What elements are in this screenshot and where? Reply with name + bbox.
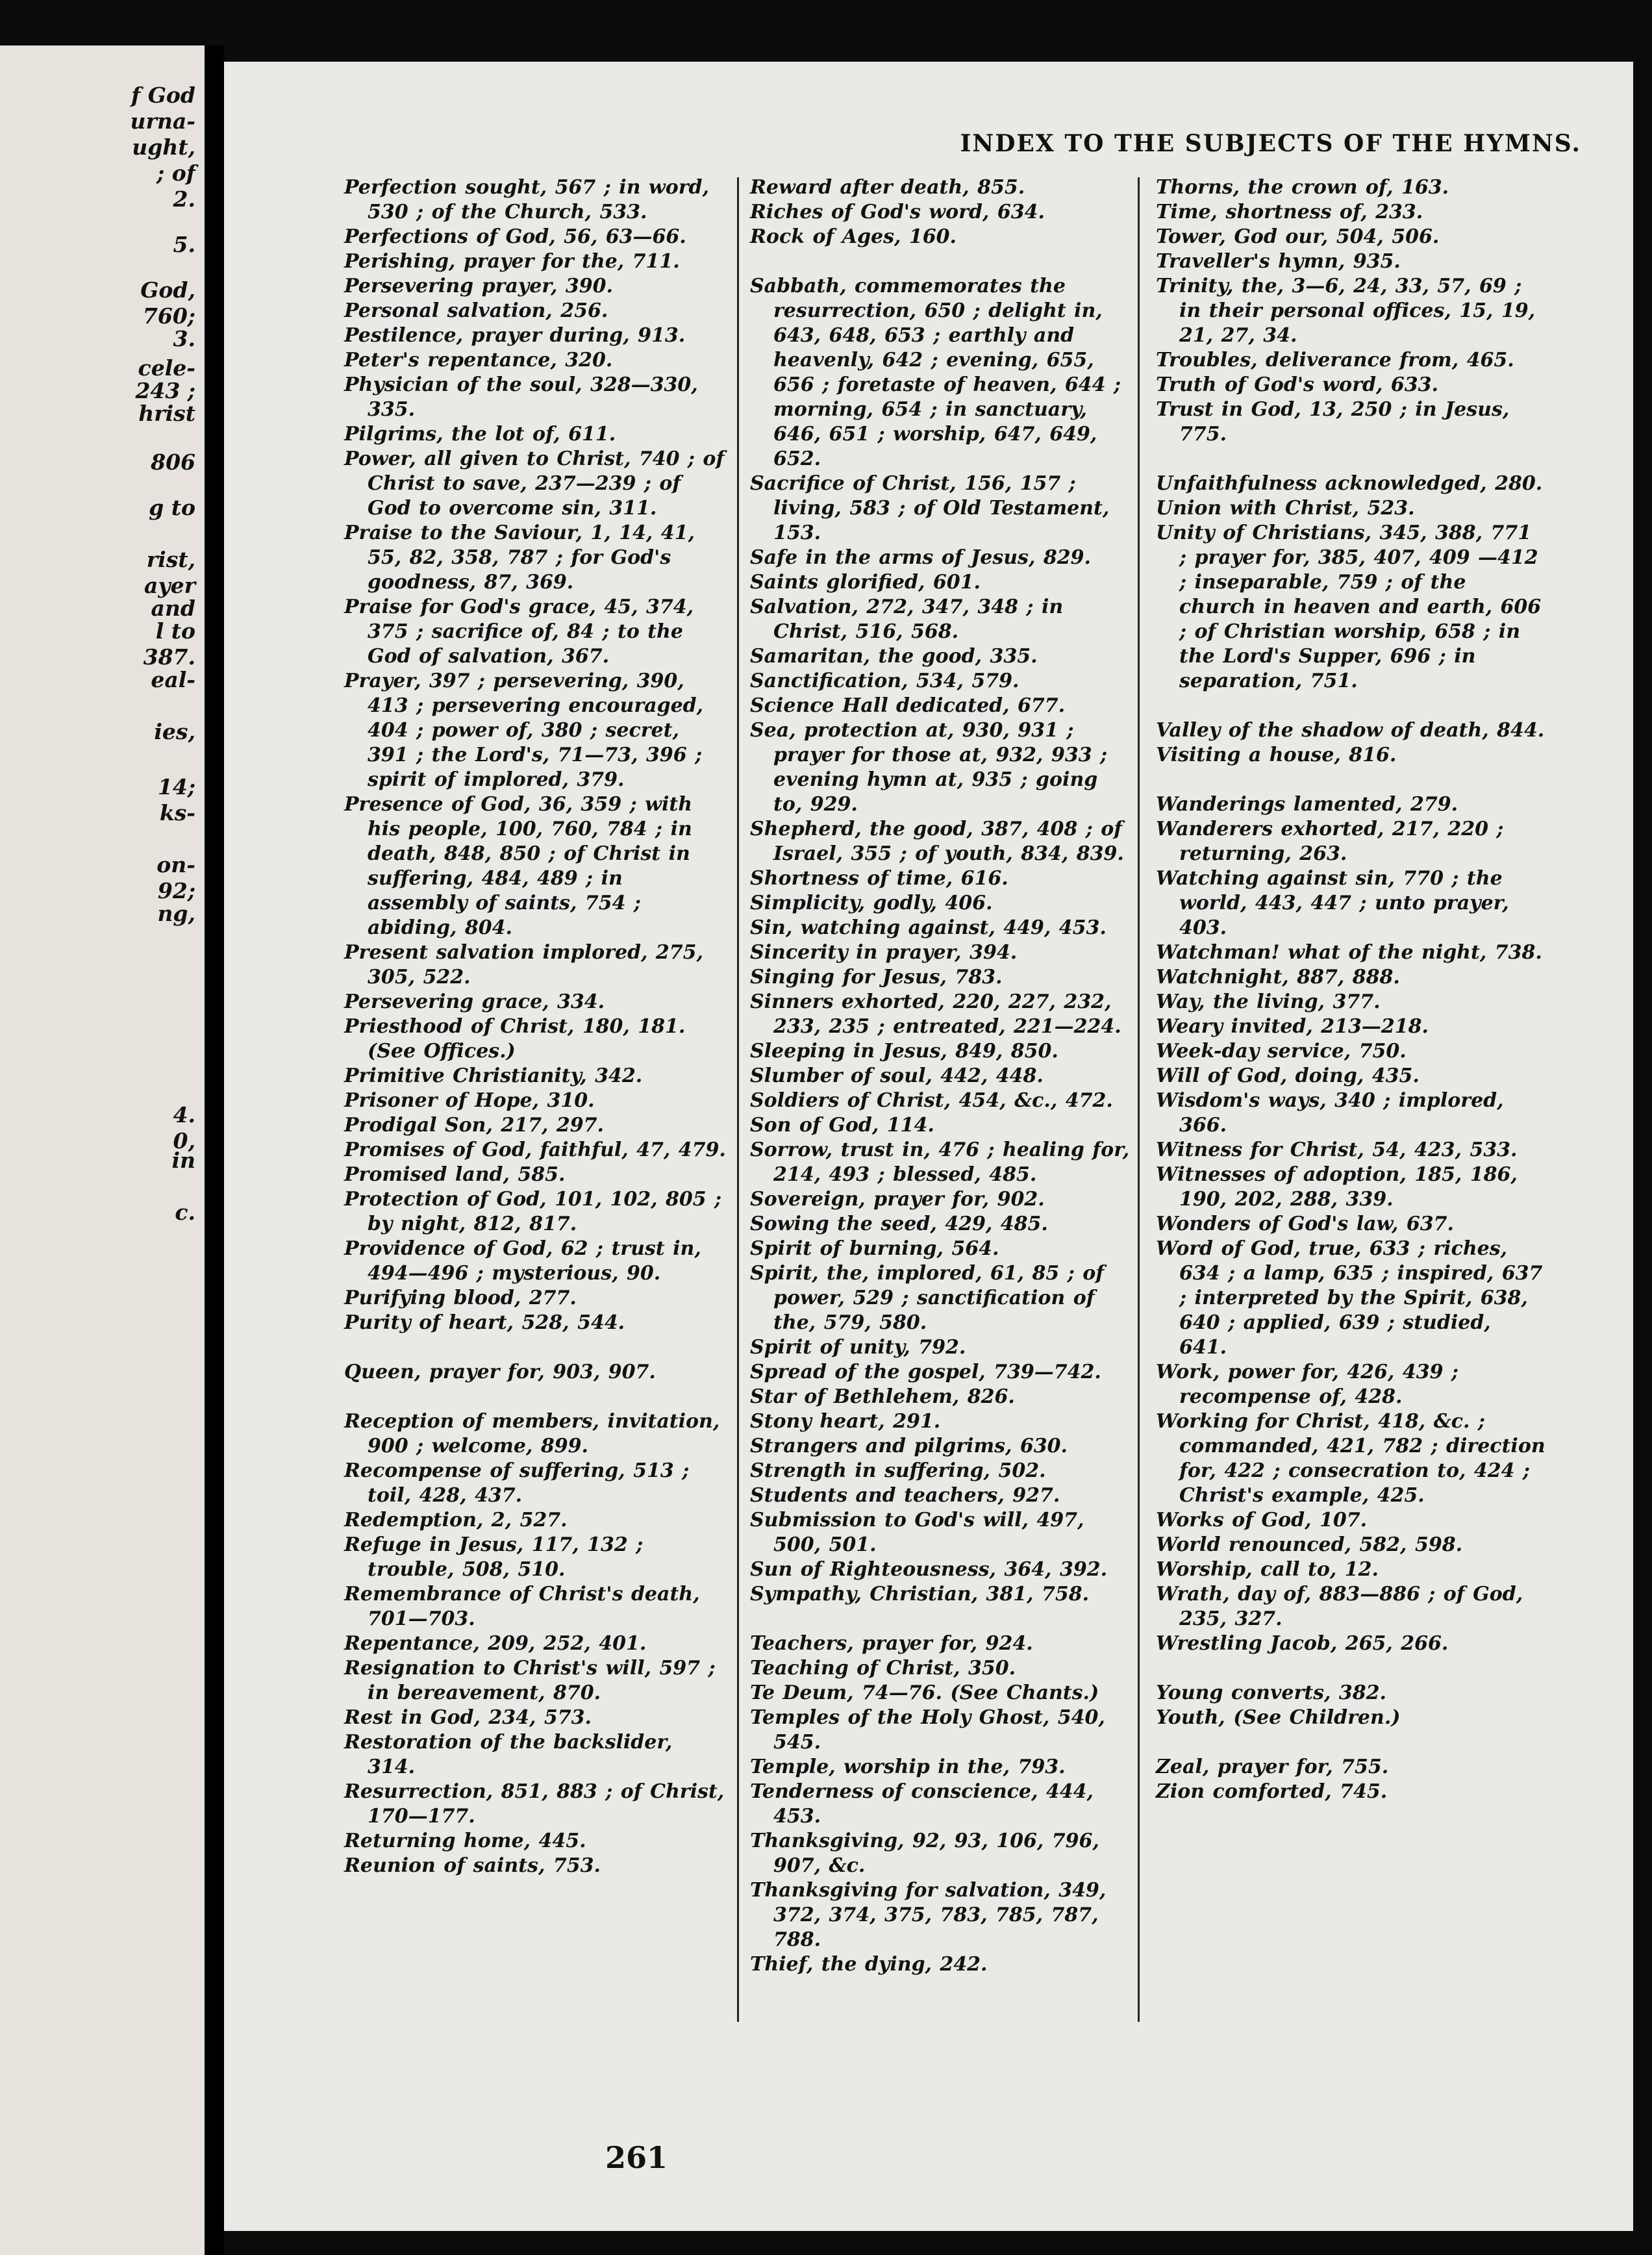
index-entry: Tower, God our, 504, 506. (1156, 225, 1440, 248)
index-entry: Promises of God, faithful, 47, 479. (344, 1139, 726, 1161)
facing-page-fragment: 760; (142, 303, 195, 329)
index-entry: Providence of God, 62 ; trust in, 494—496 ; mysterious, 90. (344, 1237, 701, 1285)
index-entry: Spirit of burning, 564. (750, 1237, 999, 1260)
index-entry: Resignation to Christ's will, 597 ; in bereavement, 870. (344, 1657, 716, 1704)
index-entry: Strength in suffering, 502. (750, 1459, 1046, 1482)
index-entry: Word of God, true, 633 ; riches, 634 ; a lamp, 635 ; inspired, 637 ; interpreted by the Spirit, 638, 640 ; applied, 639 ; studied, 641. (1156, 1237, 1543, 1359)
facing-page-fragment: l to (155, 618, 195, 644)
facing-page-fragment: 387. (143, 644, 195, 670)
index-entry: Promised land, 585. (344, 1163, 566, 1186)
facing-page-fragment: c. (175, 1200, 195, 1225)
index-entry: Safe in the arms of Jesus, 829. (750, 546, 1091, 569)
index-entry: Temple, worship in the, 793. (750, 1756, 1066, 1778)
index-entry: Works of God, 107. (1156, 1509, 1368, 1531)
index-entry: Spirit of unity, 792. (750, 1336, 966, 1359)
index-entry: Wanderings lamented, 279. (1156, 793, 1458, 816)
index-entry: Sorrow, trust in, 476 ; healing for, 214, 493 ; blessed, 485. (750, 1139, 1130, 1186)
index-entry: Wanderers exhorted, 217, 220 ; returning, 263. (1156, 818, 1504, 865)
index-entry: Stony heart, 291. (750, 1410, 941, 1433)
index-entry: Samaritan, the good, 335. (750, 645, 1038, 668)
index-entry: Priesthood of Christ, 180, 181. (See Offices.) (344, 1015, 686, 1063)
index-column-3 (1156, 175, 1546, 1804)
index-entry: Shepherd, the good, 387, 408 ; of Israel, 355 ; of youth, 834, 839. (750, 818, 1124, 865)
index-entry: Working for Christ, 418, &c. ; commanded, 421, 782 ; direction for, 422 ; consecration to, 424 ; Christ's example, 425. (1156, 1410, 1546, 1507)
index-entry: Refuge in Jesus, 117, 132 ; trouble, 508, 510. (344, 1533, 644, 1581)
index-entry: Temples of the Holy Ghost, 540, 545. (750, 1706, 1105, 1754)
index-entry: Sin, watching against, 449, 453. (750, 916, 1107, 939)
index-entry: Pilgrims, the lot of, 611. (344, 423, 616, 446)
index-entry: Spirit, the, implored, 61, 85 ; of power, 529 ; sanctification of the, 579, 580. (750, 1262, 1105, 1334)
index-entry: Zeal, prayer for, 755. (1156, 1756, 1389, 1778)
index-entry: Perfection sought, 567 ; in word, 530 ; of the Church, 533. (344, 176, 709, 223)
index-entry: Remembrance of Christ's death, 701—703. (344, 1583, 700, 1630)
index-entry: Youth, (See Children.) (1156, 1706, 1401, 1729)
index-entry: Weary invited, 213—218. (1156, 1015, 1429, 1038)
index-entry: Prodigal Son, 217, 297. (344, 1114, 604, 1137)
index-entry: Sincerity in prayer, 394. (750, 941, 1018, 964)
index-entry: Pestilence, prayer during, 913. (344, 324, 686, 347)
index-entry: Visiting a house, 816. (1156, 744, 1397, 766)
index-entry: Sacrifice of Christ, 156, 157 ; living, 583 ; of Old Testament, 153. (750, 472, 1110, 544)
facing-page-fragment: ught, (132, 134, 195, 160)
index-entry: Unfaithfulness acknowledged, 280. (1156, 472, 1543, 495)
index-entry: Wrath, day of, 883—886 ; of God, 235, 327. (1156, 1583, 1523, 1630)
index-entry: Redemption, 2, 527. (344, 1509, 568, 1531)
index-entry: Star of Bethlehem, 826. (750, 1385, 1015, 1408)
index-entry: Purifying blood, 277. (344, 1287, 577, 1309)
index-entry: Reception of members, invitation, 900 ; welcome, 899. (344, 1410, 720, 1457)
facing-page-fragment: 3. (173, 326, 195, 351)
facing-page-fragment: hrist (138, 401, 195, 426)
index-entry: Primitive Christianity, 342. (344, 1065, 643, 1087)
index-entry: Students and teachers, 927. (750, 1484, 1060, 1507)
index-entry: Truth of God's word, 633. (1156, 373, 1438, 396)
facing-page-fragment: 243 ; (135, 378, 195, 403)
index-entry: Witnesses of adoption, 185, 186, 190, 202, 288, 339. (1156, 1163, 1518, 1211)
facing-page-fragment: ies, (154, 719, 195, 744)
index-entry: Repentance, 209, 252, 401. (344, 1632, 647, 1655)
index-entry: Son of God, 114. (750, 1114, 934, 1137)
index-entry: Slumber of soul, 442, 448. (750, 1065, 1044, 1087)
index-entry: Peter's repentance, 320. (344, 349, 613, 372)
index-entry: Saints glorified, 601. (750, 571, 981, 594)
index-entry: Reward after death, 855. (750, 176, 1025, 199)
index-entry: Prayer, 397 ; persevering, 390, 413 ; persevering encouraged, 404 ; power of, 380 ; secret, 391 ; the Lord's, 71—73, 396 ; spirit of implored, 379. (344, 670, 704, 791)
index-entry: Watching against sin, 770 ; the world, 443, 447 ; unto prayer, 403. (1156, 867, 1509, 939)
facing-page-fragment: 806 (151, 449, 195, 475)
index-entry: Thanksgiving, 92, 93, 106, 796, 907, &c. (750, 1830, 1099, 1877)
facing-page-fragment: 2. (173, 186, 195, 212)
facing-page-fragment: ks- (159, 800, 195, 825)
index-entry: Union with Christ, 523. (1156, 497, 1415, 520)
index-entry: World renounced, 582, 598. (1156, 1533, 1463, 1556)
index-entry: Spread of the gospel, 739—742. (750, 1361, 1101, 1383)
index-entry: Recompense of suffering, 513 ; toil, 428, 437. (344, 1459, 690, 1507)
index-entry: Week-day service, 750. (1156, 1040, 1407, 1063)
index-entry: Sowing the seed, 429, 485. (750, 1213, 1048, 1235)
facing-page-fragment: 5. (173, 232, 195, 257)
index-entry: Troubles, deliverance from, 465. (1156, 349, 1514, 372)
index-entry: Perfections of God, 56, 63—66. (344, 225, 686, 248)
index-entry: Valley of the shadow of death, 844. (1156, 719, 1545, 742)
index-entry: Te Deum, 74—76. (See Chants.) (750, 1682, 1099, 1704)
index-entry: Thanksgiving for salvation, 349, 372, 374, 375, 783, 785, 787, 788. (750, 1879, 1107, 1951)
index-entry: Science Hall dedicated, 677. (750, 694, 1066, 717)
index-entry: Rock of Ages, 160. (750, 225, 957, 248)
index-column-2 (750, 175, 1133, 1977)
index-entry: Persevering grace, 334. (344, 990, 605, 1013)
book-gutter (205, 45, 224, 2255)
index-entry: Reunion of saints, 753. (344, 1854, 601, 1877)
index-entry: Sun of Righteousness, 364, 392. (750, 1558, 1108, 1581)
column-rule (1138, 177, 1140, 2022)
index-entry: Sympathy, Christian, 381, 758. (750, 1583, 1090, 1606)
index-entry: Sleeping in Jesus, 849, 850. (750, 1040, 1058, 1063)
index-entry: Present salvation implored, 275, 305, 522. (344, 941, 704, 989)
facing-page-fragment: ; of (156, 160, 195, 186)
index-entry: Sea, protection at, 930, 931 ; prayer for those at, 932, 933 ; evening hymn at, 935 ; going to, 929. (750, 719, 1108, 816)
facing-page-fragment: 14; (157, 774, 195, 800)
index-entry: Trust in God, 13, 250 ; in Jesus, 775. (1156, 398, 1510, 446)
index-entry: Riches of God's word, 634. (750, 201, 1045, 223)
facing-page-fragment: ayer (144, 573, 195, 598)
facing-page-fragment: 4. (173, 1102, 195, 1128)
running-head: INDEX TO THE SUBJECTS OF THE HYMNS. (960, 130, 1581, 157)
index-entry: Sovereign, prayer for, 902. (750, 1188, 1045, 1211)
index-entry: Submission to God's will, 497, 500, 501. (750, 1509, 1084, 1556)
index-entry: Tenderness of conscience, 444, 453. (750, 1780, 1094, 1828)
index-entry: Teaching of Christ, 350. (750, 1657, 1016, 1680)
index-entry: Simplicity, godly, 406. (750, 892, 993, 914)
index-entry: Watchman! what of the night, 738. (1156, 941, 1542, 964)
index-entry: Personal salvation, 256. (344, 299, 608, 322)
index-entry: Traveller's hymn, 935. (1156, 250, 1401, 273)
index-entry: Shortness of time, 616. (750, 867, 1008, 890)
index-entry: Resurrection, 851, 883 ; of Christ, 170—177. (344, 1780, 725, 1828)
index-entry: Time, shortness of, 233. (1156, 201, 1423, 223)
index-entry: Presence of God, 36, 359 ; with his people, 100, 760, 784 ; in death, 848, 850 ; of Christ in suffering, 484, 489 ; in assembly of saints, 754 ; abiding, 804. (344, 793, 693, 939)
index-entry: Watchnight, 887, 888. (1156, 966, 1400, 989)
index-entry: Rest in God, 234, 573. (344, 1706, 592, 1729)
facing-page-fragment: eal- (151, 667, 195, 692)
facing-page-fragment: cele- (138, 355, 195, 381)
index-entry: Praise to the Saviour, 1, 14, 41, 55, 82, 358, 787 ; for God's goodness, 87, 369. (344, 522, 695, 594)
index-entry: Worship, call to, 12. (1156, 1558, 1379, 1581)
index-entry: Will of God, doing, 435. (1156, 1065, 1420, 1087)
facing-page-fragment: 92; (157, 878, 195, 903)
index-entry: Wonders of God's law, 637. (1156, 1213, 1454, 1235)
index-entry: Sabbath, commemorates the resurrection, 650 ; delight in, 643, 648, 653 ; earthly and heavenly, 642 ; evening, 655, 656 ; foretaste of heaven, 644 ; morning, 654 ; in sanctuary, 646, 651 ; worship, 647, 649, 652. (750, 275, 1121, 470)
facing-page-edge (0, 45, 205, 2255)
index-entry: Way, the living, 377. (1156, 990, 1381, 1013)
facing-page-fragment: and (151, 596, 195, 621)
index-entry: Sanctification, 534, 579. (750, 670, 1020, 692)
page-number: 261 (605, 2140, 668, 2175)
index-entry: Work, power for, 426, 439 ; recompense of, 428. (1156, 1361, 1458, 1408)
index-entry: Restoration of the backslider, 314. (344, 1731, 673, 1778)
facing-page-fragment: God, (140, 277, 195, 303)
index-entry: Teachers, prayer for, 924. (750, 1632, 1033, 1655)
facing-page-fragment: f God (131, 82, 195, 108)
index-entry: Witness for Christ, 54, 423, 533. (1156, 1139, 1518, 1161)
facing-page-fragment: urna- (130, 108, 195, 134)
index-entry: Returning home, 445. (344, 1830, 586, 1852)
index-entry: Praise for God's grace, 45, 374, 375 ; sacrifice of, 84 ; to the God of salvation, 367. (344, 596, 694, 668)
index-entry: Wisdom's ways, 340 ; implored, 366. (1156, 1089, 1504, 1137)
index-entry: Protection of God, 101, 102, 805 ; by night, 812, 817. (344, 1188, 722, 1235)
index-entry: Power, all given to Christ, 740 ; of Christ to save, 237—239 ; of God to overcome sin, 311. (344, 447, 725, 520)
index-entry: Young converts, 382. (1156, 1682, 1386, 1704)
index-entry: Strangers and pilgrims, 630. (750, 1435, 1068, 1457)
index-entry: Purity of heart, 528, 544. (344, 1311, 625, 1334)
index-entry: Salvation, 272, 347, 348 ; in Christ, 516, 568. (750, 596, 1064, 643)
index-entry: Unity of Christians, 345, 388, 771 ; prayer for, 385, 407, 409 —412 ; inseparable, 759 ; of the church in heaven and earth, 606 ; of Christian worship, 658 ; in the Lord's Supper, 696 ; in separation, 751. (1156, 522, 1542, 692)
facing-page-fragment: ng, (157, 901, 195, 926)
index-entry: Thorns, the crown of, 163. (1156, 176, 1449, 199)
index-page (224, 62, 1633, 2231)
index-entry: Persevering prayer, 390. (344, 275, 613, 297)
facing-page-fragment: on- (156, 852, 195, 877)
index-column-1 (344, 175, 727, 1878)
index-entry: Wrestling Jacob, 265, 266. (1156, 1632, 1449, 1655)
index-entry: Perishing, prayer for the, 711. (344, 250, 680, 273)
facing-page-fragment: 0, (173, 1128, 195, 1153)
index-entry: Physician of the soul, 328—330, 335. (344, 373, 698, 421)
index-entry: Sinners exhorted, 220, 227, 232, 233, 235 ; entreated, 221—224. (750, 990, 1121, 1038)
index-entry: Queen, prayer for, 903, 907. (344, 1361, 656, 1383)
index-entry: Prisoner of Hope, 310. (344, 1089, 595, 1112)
index-entry: Singing for Jesus, 783. (750, 966, 1003, 989)
index-entry: Thief, the dying, 242. (750, 1953, 988, 1976)
facing-page-fragment: in (171, 1148, 195, 1173)
index-entry: Soldiers of Christ, 454, &c., 472. (750, 1089, 1113, 1112)
index-entry: Trinity, the, 3—6, 24, 33, 57, 69 ; in their personal offices, 15, 19, 21, 27, 34. (1156, 275, 1536, 347)
index-entry: Zion comforted, 745. (1156, 1780, 1388, 1803)
facing-page-fragment: g to (149, 495, 195, 520)
facing-page-fragment: rist, (146, 547, 195, 572)
column-rule (737, 177, 739, 2022)
